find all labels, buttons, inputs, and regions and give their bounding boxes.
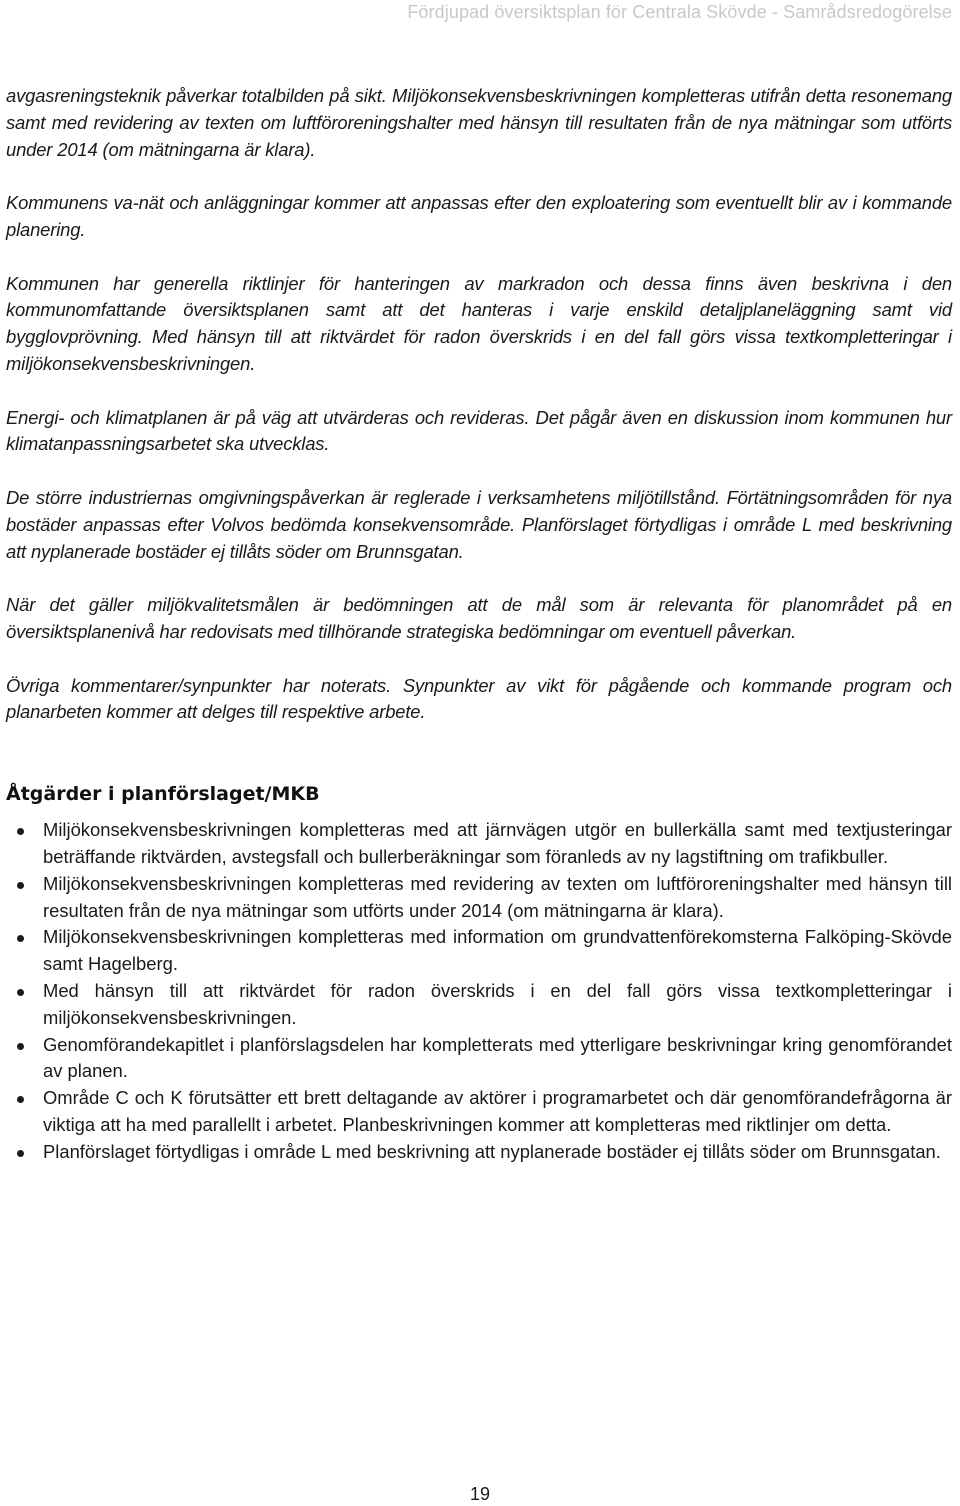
paragraph: De större industriernas omgivningspåverkan är reglerade i verksamhetens miljötillstånd. Förtätningsområden för nya bostäder anpassas efter Volvos bedömda konsekvensområde. Planförslaget förtydligas i område L med beskrivning att nyplanerade bostäder ej tillåts söder om Brunnsgatan.	[6, 486, 952, 562]
paragraph: Övriga kommentarer/synpunkter har noterats. Synpunkter av vikt för pågående och kommande program och planarbeten kommer att delges till respektive arbete.	[6, 674, 952, 723]
bullet-icon	[17, 1096, 24, 1103]
bullet-icon	[17, 882, 24, 889]
paragraph: När det gäller miljökvalitetsmålen är bedömningen att de mål som är relevanta för planområdet på en översiktsplanenivå har redovisats med tillhörande strategiska bedömningar om eventuell påverkan.	[6, 594, 952, 642]
list-item	[6, 1085, 952, 1139]
list-item	[6, 1139, 952, 1166]
bullet-icon	[17, 828, 24, 835]
bullet-icon	[17, 1043, 24, 1050]
paragraph: Kommunens va-nät och anläggningar kommer att anpassas efter den exploatering som eventuellt blir av i kommande planering.	[6, 192, 952, 240]
page-number: 19	[469, 1484, 491, 1504]
list-item-text: Miljökonsekvensbeskrivningen kompletteras med revidering av texten om luftföroreningshalter med hänsyn till resultaten från de nya mätningar som utförts under 2014 (om mätningarna är klara).	[43, 872, 952, 921]
section-heading: Åtgärder i planförslaget/MKB	[6, 783, 320, 806]
list-item-text: Planförslaget förtydligas i område L med beskrivning att nyplanerade bostäder ej tillåts söder om Brunnsgatan.	[43, 1140, 941, 1162]
list-item	[6, 924, 952, 978]
document-body	[6, 83, 952, 1165]
paragraph: Kommunen har generella riktlinjer för hanteringen av markradon och dessa finns även beskrivna i den kommunomfattande översiktsplanen samt att det hanteras i varje enskild detaljplaneläggning samt vid bygglovprövning. Med hänsyn till att riktvärdet för radon överskrids i en del fall görs vissa textkompletteringar i miljökonsekvensbeskrivningen.	[6, 272, 952, 374]
list-item-text: Miljökonsekvensbeskrivningen kompletteras med information om grundvattenförekomsterna Falköping-Skövde samt Hagelberg.	[43, 926, 952, 975]
list-item	[6, 1032, 952, 1086]
bullet-icon	[17, 935, 24, 942]
paragraph: avgasreningsteknik påverkar totalbilden på sikt. Miljökonsekvensbeskrivningen kompletteras utifrån detta resonemang samt med revidering av texten om luftföroreningshalter med hänsyn till resultaten från de nya mätningar som utförts under 2014 (om mätningarna är klara).	[6, 85, 952, 160]
paragraph: Energi- och klimatplanen är på väg att utvärderas och revideras. Det pågår även en diskussion inom kommunen hur klimatanpassningsarbetet ska utvecklas.	[6, 406, 952, 455]
bullet-icon	[17, 989, 24, 996]
list-item	[6, 978, 952, 1032]
list-item	[6, 871, 952, 925]
list-item	[6, 817, 952, 871]
bullet-list	[6, 817, 952, 1165]
bullet-icon	[17, 1150, 24, 1157]
running-header: Fördjupad översiktsplan för Centrala Skövde - Samrådsredogörelse	[407, 2, 952, 22]
list-item-text: Med hänsyn till att riktvärdet för radon överskrids i en del fall görs vissa textkompletteringar i miljökonsekvensbeskrivningen.	[43, 979, 952, 1028]
list-item-text: Genomförandekapitlet i planförslagsdelen har kompletterats med ytterligare beskrivningar kring genomförandet av planen.	[43, 1033, 952, 1082]
list-item-text: Område C och K förutsätter ett brett deltagande av aktörer i programarbetet och där genomförandefrågorna är viktiga att ha med parallellt i arbetet. Planbeskrivningen kommer att kompletteras med riktlinjer om detta.	[43, 1087, 952, 1135]
list-item-text: Miljökonsekvensbeskrivningen kompletteras med att järnvägen utgör en bullerkälla samt med textjusteringar beträffande riktvärden, avstegsfall och bullerberäkningar som föranleds av ny lagstiftning om trafikbuller.	[43, 819, 952, 867]
